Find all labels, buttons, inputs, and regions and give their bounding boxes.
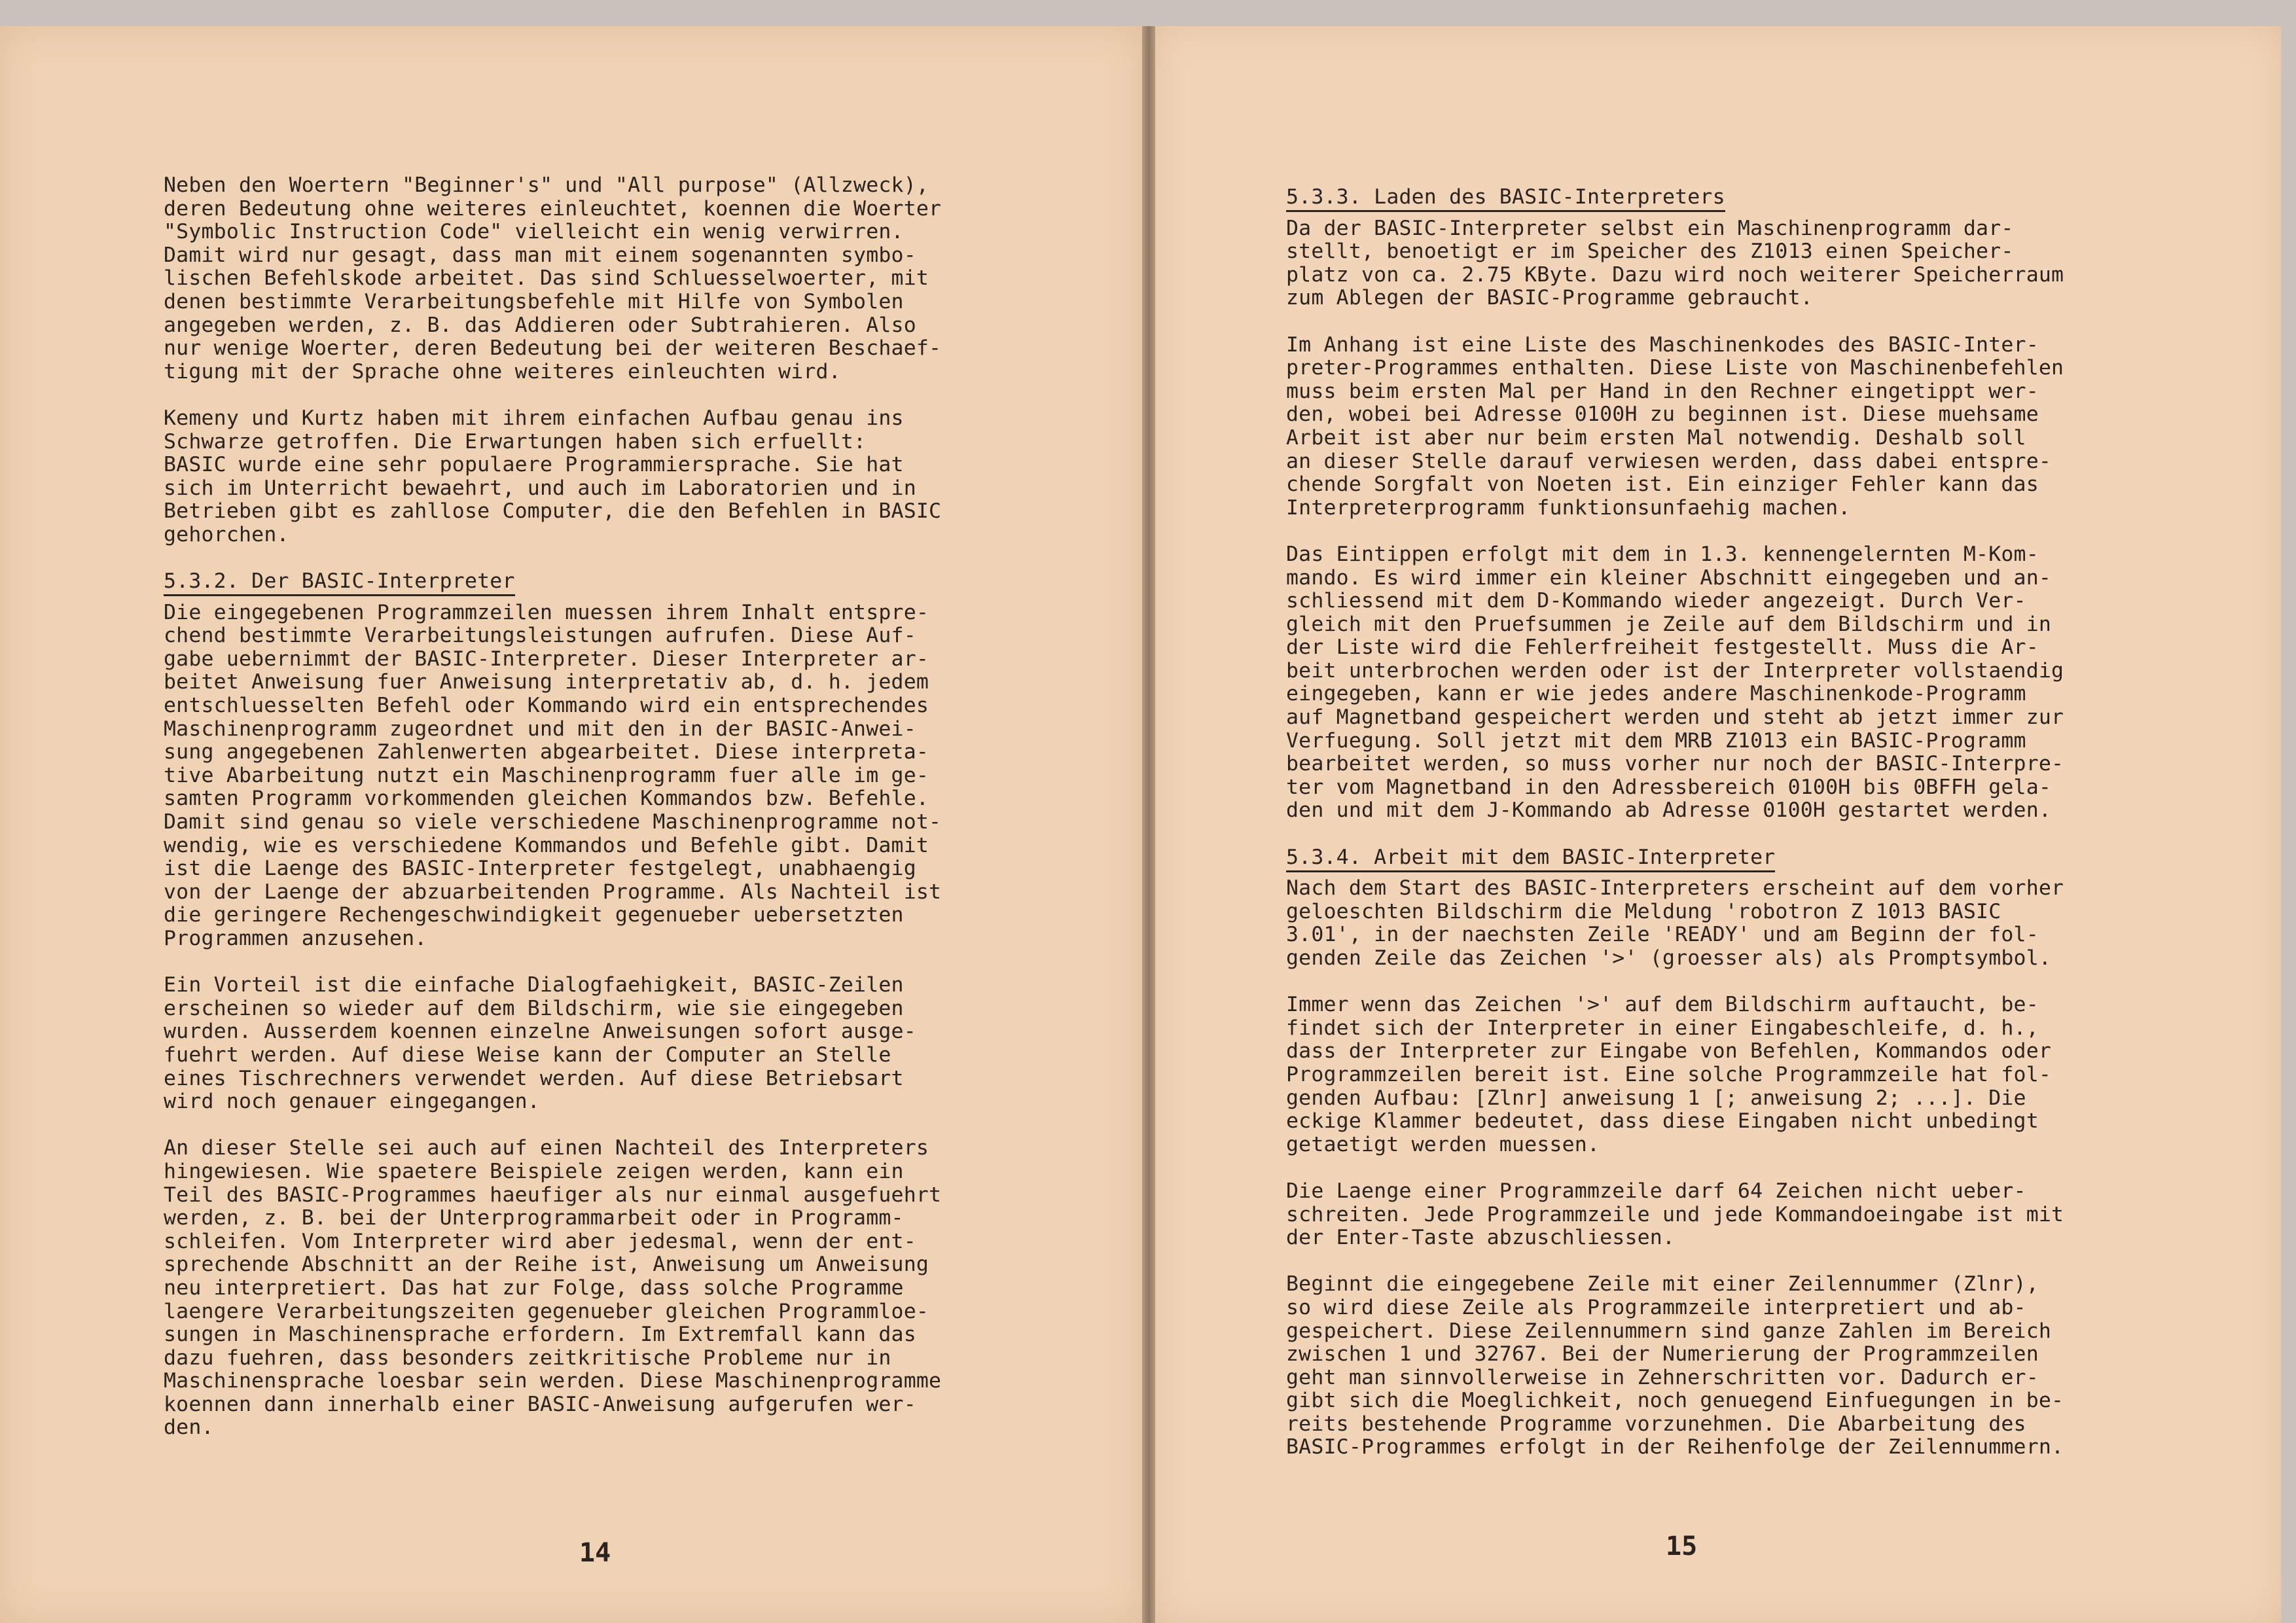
text-line: findet sich der Interpreter in einer Eingabeschleife, d. h., xyxy=(1286,1016,2039,1040)
text-line: laengere Verarbeitungszeiten gegenueber gleichen Programmloe- xyxy=(164,1299,929,1323)
paragraph-gap xyxy=(164,951,1067,974)
text-line: Maschinensprache loesbar sein werden. Diese Maschinenprogramme xyxy=(164,1369,942,1393)
text-line: samten Programm vorkommenden gleichen Kommandos bzw. Befehle. xyxy=(164,787,929,811)
text-line: chend bestimmte Verarbeitungsleistungen aufrufen. Diese Auf- xyxy=(164,624,916,648)
text-line: Neben den Woertern "Beginner's" und "All purpose" (Allzweck), xyxy=(164,173,929,197)
text-line: Verfuegung. Soll jetzt mit dem MRB Z1013 ein BASIC-Programm xyxy=(1286,728,2026,753)
text-line: bearbeitet werden, so muss vorher nur noch der BASIC-Interpre- xyxy=(1286,752,2064,776)
text-line: chende Sorgfalt von Noeten ist. Ein einziger Fehler kann das xyxy=(1286,473,2039,497)
text-line: BASIC wurde eine sehr populaere Programmiersprache. Sie hat xyxy=(164,453,904,477)
text-line: stellt, benoetigt er im Speicher des Z1013 einen Speicher- xyxy=(1286,240,2014,264)
text-line: gespeichert. Diese Zeilennummern sind ganze Zahlen im Bereich xyxy=(1286,1319,2052,1343)
paragraph-gap xyxy=(164,383,1067,407)
text-line: gabe uebernimmt der BASIC-Interpreter. Dieser Interpreter ar- xyxy=(164,647,929,671)
section-heading xyxy=(1286,846,2215,870)
text-line: Nach dem Start des BASIC-Interpreters erscheint auf dem vorher xyxy=(1286,876,2064,901)
text-line: an dieser Stelle darauf verwiesen werden, dass dabei entspre- xyxy=(1286,449,2052,473)
right-page xyxy=(1155,26,2281,1623)
paragraph-gap xyxy=(1286,310,2215,334)
text-line: sich im Unterricht bewaehrt, und auch im Laboratorien und in xyxy=(164,476,916,500)
text-line: 3.01', in der naechsten Zeile 'READY' und am Beginn der fol- xyxy=(1286,923,2039,947)
page-number-left: 14 xyxy=(579,1538,611,1568)
text-line: eingegeben, kann er wie jedes andere Maschinenkode-Programm xyxy=(1286,682,2026,706)
text-line: gleich mit den Pruefsummen je Zeile auf dem Bildschirm und in xyxy=(1286,612,2052,636)
text-line: der Liste wird die Fehlerfreiheit festgestellt. Muss die Ar- xyxy=(1286,635,2039,660)
text-line: denen bestimmte Verarbeitungsbefehle mit Hilfe von Symbolen xyxy=(164,289,904,313)
text-line: Damit sind genau so viele verschiedene Maschinenprogramme not- xyxy=(164,810,942,834)
text-line: zum Ablegen der BASIC-Programme gebraucht. xyxy=(1286,286,1813,310)
text-line: Maschinenprogramm zugeordnet und mit den in der BASIC-Anwei- xyxy=(164,717,916,741)
paragraph-gap xyxy=(1286,520,2215,543)
text-line: wendig, wie es verschiedene Kommandos und Befehle gibt. Damit xyxy=(164,833,929,857)
text-line: Die Laenge einer Programmzeile darf 64 Zeichen nicht ueber- xyxy=(1286,1179,2026,1203)
text-line: dazu fuehren, dass besonders zeitkritische Probleme nur in xyxy=(164,1346,891,1370)
text-line: ter vom Magnetband in den Adressbereich 0100H bis 0BFFH gela- xyxy=(1286,775,2052,799)
text-line: genden Zeile das Zeichen '>' (groesser als) als Promptsymbol. xyxy=(1286,946,2052,970)
text-line: erscheinen so wieder auf dem Bildschirm, wie sie eingegeben xyxy=(164,996,904,1020)
text-line: muss beim ersten Mal per Hand in den Rechner eingetippt wer- xyxy=(1286,379,2039,403)
paragraph-gap xyxy=(164,1114,1067,1137)
section-heading-text: 5.3.2. Der BASIC-Interpreter xyxy=(164,569,515,596)
text-line: den, wobei bei Adresse 0100H zu beginnen ist. Diese muehsame xyxy=(1286,402,2039,427)
text-line: nur wenige Woerter, deren Bedeutung bei der weiteren Beschaef- xyxy=(164,336,942,361)
text-line: "Symbolic Instruction Code" vielleicht ein wenig verwirren. xyxy=(164,220,904,244)
text-line: tive Abarbeitung nutzt ein Maschinenprogramm fuer alle im ge- xyxy=(164,763,929,787)
text-line: den und mit dem J-Kommando ab Adresse 0100H gestartet werden. xyxy=(1286,798,2052,823)
paragraph-gap xyxy=(1286,971,2215,994)
text-line: fuehrt werden. Auf diese Weise kann der Computer an Stelle xyxy=(164,1043,891,1067)
text-line: von der Laenge der abzuarbeitenden Programme. Als Nachteil ist xyxy=(164,880,942,904)
text-line: geht man sinnvollerweise in Zehnerschritten vor. Dadurch er- xyxy=(1286,1365,2039,1389)
text-line: genden Aufbau: [Zlnr] anweisung 1 [; anweisung 2; ...]. Die xyxy=(1286,1086,2026,1110)
text-line: sprechende Abschnitt an der Reihe ist, Anweisung um Anweisung xyxy=(164,1253,929,1277)
section-heading xyxy=(164,570,1067,594)
text-line: gibt sich die Moeglichkeit, noch genuegend Einfuegungen in be- xyxy=(1286,1389,2064,1413)
page-number-right: 15 xyxy=(1666,1531,1698,1561)
text-line: den. xyxy=(164,1416,214,1440)
text-line: schliessend mit dem D-Kommando wieder angezeigt. Durch Ver- xyxy=(1286,589,2026,613)
text-line: Interpreterprogramm funktionsunfaehig machen. xyxy=(1286,495,1851,520)
text-line: eckige Klammer bedeutet, dass diese Eingaben nicht unbedingt xyxy=(1286,1109,2039,1133)
text-line: werden, z. B. bei der Unterprogrammarbeit oder in Programm- xyxy=(164,1206,904,1230)
text-line: Teil des BASIC-Programmes haeufiger als nur einmal ausgefuehrt xyxy=(164,1183,942,1207)
text-line: Betrieben gibt es zahllose Computer, die den Befehlen in BASIC xyxy=(164,499,942,524)
text-line: beit unterbrochen werden oder ist der Interpreter vollstaendig xyxy=(1286,658,2064,683)
paragraph-gap xyxy=(1286,823,2215,846)
text-line: lischen Befehlskode arbeitet. Das sind Schluesselwoerter, mit xyxy=(164,266,929,291)
text-line: Arbeit ist aber nur beim ersten Mal notwendig. Deshalb soll xyxy=(1286,425,2026,450)
text-line: entschluesselten Befehl oder Kommando wird ein entsprechendes xyxy=(164,694,929,718)
text-line: mando. Es wird immer ein kleiner Abschnitt eingegeben und an- xyxy=(1286,565,2052,590)
text-line: ist die Laenge des BASIC-Interpreter festgelegt, unabhaengig xyxy=(164,857,916,881)
text-line: getaetigt werden muessen. xyxy=(1286,1132,1600,1156)
paragraph-gap xyxy=(1286,1250,2215,1274)
text-line: wird noch genauer eingegangen. xyxy=(164,1090,540,1114)
text-line: Damit wird nur gesagt, dass man mit einem sogenannten symbo- xyxy=(164,243,916,267)
text-line: schreiten. Jede Programmzeile und jede Kommandoeingabe ist mit xyxy=(1286,1202,2064,1226)
text-line: sungen in Maschinensprache erfordern. Im Extremfall kann das xyxy=(164,1323,916,1347)
text-line: platz von ca. 2.75 KByte. Dazu wird noch weiterer Speicherraum xyxy=(1286,262,2064,287)
text-line: reits bestehende Programme vorzunehmen. Die Abarbeitung des xyxy=(1286,1412,2026,1436)
text-line: schleifen. Vom Interpreter wird aber jedesmal, wenn der ent- xyxy=(164,1229,916,1253)
section-heading-text: 5.3.4. Arbeit mit dem BASIC-Interpreter xyxy=(1286,846,1775,872)
text-line: An dieser Stelle sei auch auf einen Nachteil des Interpreters xyxy=(164,1136,929,1160)
text-line: preter-Programmes enthalten. Diese Liste von Maschinenbefehlen xyxy=(1286,356,2064,380)
text-line: Da der BASIC-Interpreter selbst ein Maschinenprogramm dar- xyxy=(1286,216,2014,240)
text-line: Programmen anzusehen. xyxy=(164,927,427,950)
text-line: so wird diese Zeile als Programmzeile interpretiert und ab- xyxy=(1286,1295,2026,1319)
text-line: Das Eintippen erfolgt mit dem in 1.3. kennengelernten M-Kom- xyxy=(1286,542,2039,566)
text-line: BASIC-Programmes erfolgt in der Reihenfolge der Zeilennummern. xyxy=(1286,1435,2064,1459)
text-line: deren Bedeutung ohne weiteres einleuchtet, koennen die Woerter xyxy=(164,196,942,221)
paragraph-gap xyxy=(164,547,1067,571)
paragraph-gap xyxy=(1286,1156,2215,1180)
text-line: Ein Vorteil ist die einfache Dialogfaehigkeit, BASIC-Zeilen xyxy=(164,973,904,997)
text-line: tigung mit der Sprache ohne weiteres einleuchten wird. xyxy=(164,359,841,383)
text-line: eines Tischrechners verwendet werden. Auf diese Betriebsart xyxy=(164,1066,904,1090)
text-line: Die eingegebenen Programmzeilen muessen ihrem Inhalt entspre- xyxy=(164,600,929,624)
text-line: Immer wenn das Zeichen '>' auf dem Bildschirm auftaucht, be- xyxy=(1286,993,2039,1017)
text-line: der Enter-Taste abzuschliessen. xyxy=(1286,1226,1676,1250)
text-line: Schwarze getroffen. Die Erwartungen haben sich erfuellt: xyxy=(164,429,867,454)
text-line: beitet Anweisung fuer Anweisung interpretativ ab, d. h. jedem xyxy=(164,670,929,694)
left-page xyxy=(0,26,1142,1623)
text-line: wurden. Ausserdem koennen einzelne Anweisungen sofort ausge- xyxy=(164,1020,916,1044)
text-line: hingewiesen. Wie spaetere Beispiele zeigen werden, kann ein xyxy=(164,1159,904,1183)
text-line: auf Magnetband gespeichert werden und steht ab jetzt immer zur xyxy=(1286,705,2064,730)
text-line: geloeschten Bildschirm die Meldung 'robotron Z 1013 BASIC xyxy=(1286,899,2001,923)
text-line: die geringere Rechengeschwindigkeit gegenueber uebersetzten xyxy=(164,903,904,927)
text-line: dass der Interpreter zur Eingabe von Befehlen, Kommandos oder xyxy=(1286,1039,2052,1063)
section-heading-text: 5.3.3. Laden des BASIC-Interpreters xyxy=(1286,185,1725,212)
text-line: angegeben werden, z. B. das Addieren oder Subtrahieren. Also xyxy=(164,313,916,337)
text-line: Programmzeilen bereit ist. Eine solche Programmzeile hat fol- xyxy=(1286,1062,2052,1086)
section-heading xyxy=(1286,186,2215,209)
text-line: Beginnt die eingegebene Zeile mit einer Zeilennummer (Zlnr), xyxy=(1286,1272,2039,1296)
book-gutter xyxy=(1142,26,1155,1623)
text-line: zwischen 1 und 32767. Bei der Numerierung der Programmzeilen xyxy=(1286,1342,2039,1366)
left-page-text xyxy=(164,174,1067,1440)
text-line: Kemeny und Kurtz haben mit ihrem einfachen Aufbau genau ins xyxy=(164,406,904,430)
text-line: koennen dann innerhalb einer BASIC-Anweisung aufgerufen wer- xyxy=(164,1392,916,1416)
text-line: gehorchen. xyxy=(164,522,289,546)
text-line: Im Anhang ist eine Liste des Maschinenkodes des BASIC-Inter- xyxy=(1286,332,2039,357)
right-page-text xyxy=(1286,186,2215,1459)
text-line: neu interpretiert. Das hat zur Folge, dass solche Programme xyxy=(164,1275,904,1300)
text-line: sung angegebenen Zahlenwerten abgearbeitet. Diese interpreta- xyxy=(164,740,929,764)
